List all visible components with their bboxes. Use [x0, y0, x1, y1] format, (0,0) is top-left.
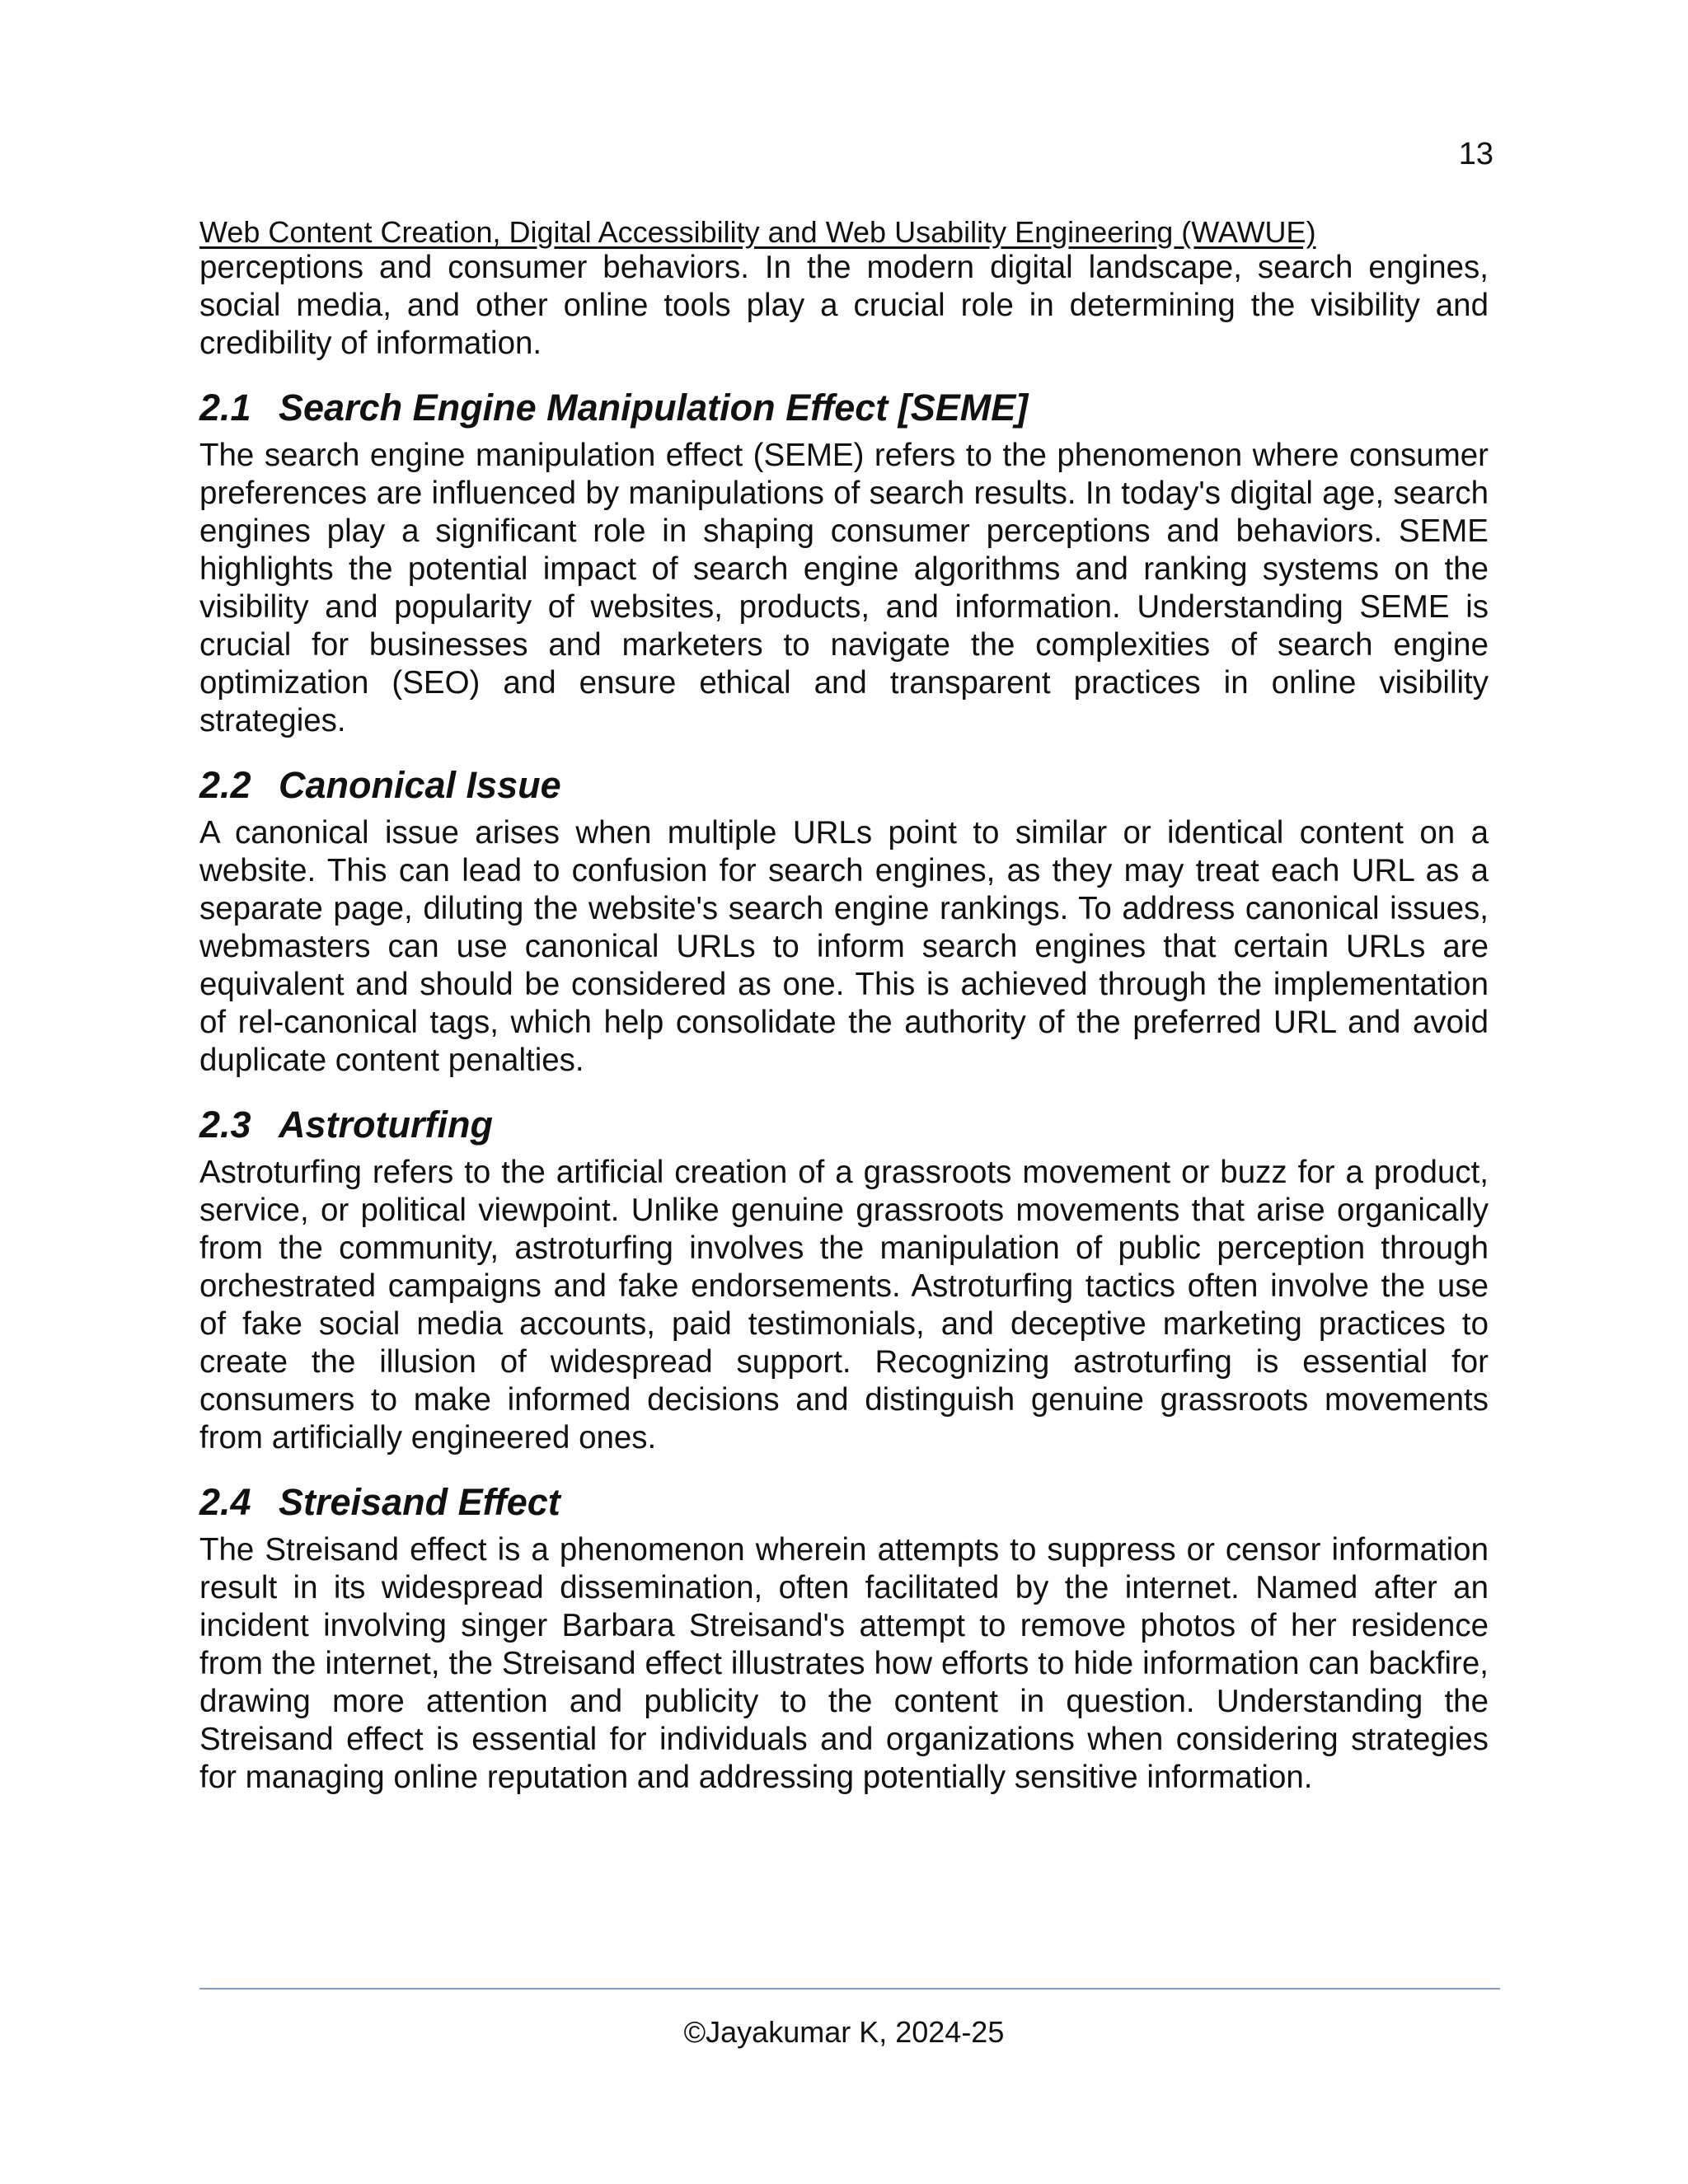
section-number: 2.4 [199, 1481, 251, 1523]
footer-copyright: ©Jayakumar K, 2024-25 [683, 2015, 1005, 2049]
section-heading [199, 762, 1489, 809]
section-title: Astroturfing [279, 1104, 493, 1146]
section-canonical-issue [199, 762, 1489, 1080]
section-body: Astroturfing refers to the artificial creation of a grassroots movement or buzz for a product, service, or political viewpoint. Unlike genuine grassroots movements that arise organically from the community, astroturfing involves the manipulation of public perception through orchestrated campaigns and fake endorsements. Astroturfing tactics often involve the use of fake social media accounts, paid testimonials, and deceptive marketing practices to create the illusion of widespread support. Recognizing astroturfing is essential for consumers to make informed decisions and distinguish genuine grassroots movements from artificially engineered ones. [199, 1155, 1489, 1455]
section-body: A canonical issue arises when multiple URLs point to similar or identical content on a website. This can lead to confusion for search engines, as they may treat each URL as a separate page, diluting the website's search engine rankings. To address canonical issues, webmasters can use canonical URLs to inform search engines that certain URLs are equivalent and should be considered as one. This is achieved through the implementation of rel-canonical tags, which help consolidate the authority of the preferred URL and avoid duplicate content penalties. [199, 815, 1489, 1078]
section-body: The search engine manipulation effect (SEME) refers to the phenomenon where consumer preferences are influenced by manipulations of search results. In today's digital age, search engines play a significant role in shaping consumer perceptions and behaviors. SEME highlights the potential impact of search engine algorithms and ranking systems on the visibility and popularity of websites, products, and information. Understanding SEME is crucial for businesses and marketers to navigate the complexities of search engine optimization (SEO) and ensure ethical and transparent practices in online visibility strategies. [199, 438, 1489, 738]
section-streisand-effect [199, 1479, 1489, 1797]
section-heading [199, 384, 1489, 432]
section-title: Search Engine Manipulation Effect [SEME] [279, 387, 1029, 429]
running-header: Web Content Creation, Digital Accessibility and Web Usability Engineering (WAWUE) [199, 215, 1316, 249]
section-title: Canonical Issue [279, 764, 561, 806]
section-number: 2.2 [199, 764, 251, 806]
section-body: The Streisand effect is a phenomenon wherein attempts to suppress or censor information result in its widespread dissemination, often facilitated by the internet. Named after an incident involving singer Barbara Streisand's attempt to remove photos of her residence from the internet, the Streisand effect illustrates how efforts to hide information can backfire, drawing more attention and publicity to the content in question. Understanding the Streisand effect is essential for individuals and organizations when considering strategies for managing online reputation and addressing potentially sensitive information. [199, 1532, 1489, 1795]
intro-paragraph: perceptions and consumer behaviors. In the modern digital landscape, search engines, social media, and other online tools play a crucial role in determining the visibility and credibility of information. [199, 250, 1489, 361]
page-content [199, 216, 1489, 1797]
section-heading [199, 1479, 1489, 1526]
section-number: 2.1 [199, 387, 251, 429]
section-heading [199, 1101, 1489, 1149]
section-number: 2.3 [199, 1104, 251, 1146]
section-title: Streisand Effect [279, 1481, 560, 1523]
footer-divider [199, 1988, 1500, 1990]
page-number: 13 [1458, 137, 1493, 171]
section-seme [199, 384, 1489, 740]
section-astroturfing [199, 1101, 1489, 1457]
